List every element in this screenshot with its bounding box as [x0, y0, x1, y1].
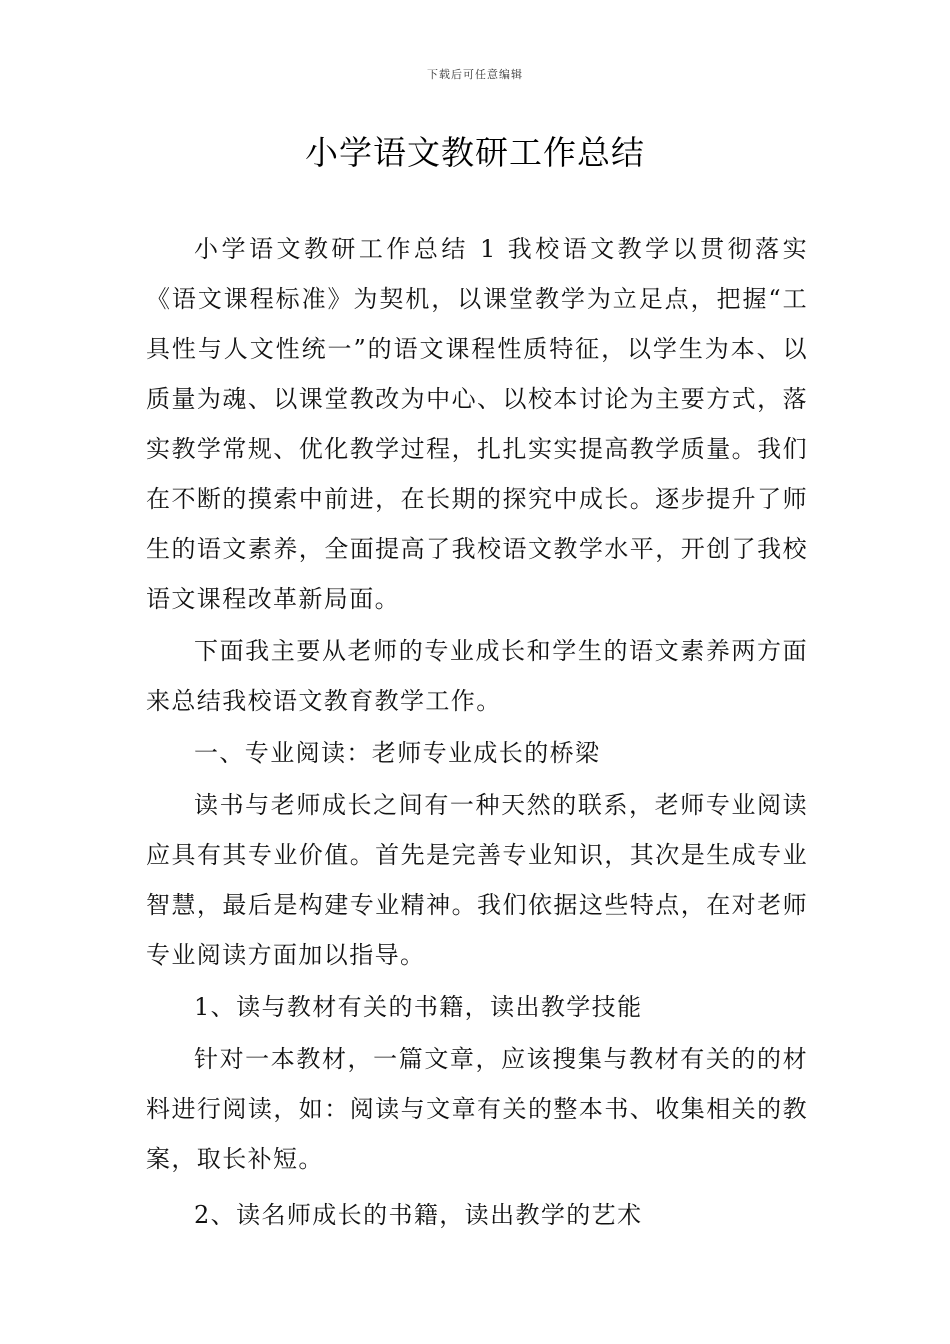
- paragraph-overview: 下面我主要从老师的专业成长和学生的语文素养两方面来总结我校语文教育教学工作。: [146, 637, 808, 715]
- document-body: [146, 224, 808, 1242]
- subheading-2: 2、读名师成长的书籍，读出教学的艺术: [194, 1201, 643, 1229]
- paragraph-textbook-reading: 针对一本教材，一篇文章，应该搜集与教材有关的的材料进行阅读，如：阅读与文章有关的整本书、收集相关的教案，取长补短。: [146, 1045, 808, 1173]
- paragraph-intro: 小学语文教研工作总结 1 我校语文教学以贯彻落实《语文课程标准》为契机，以课堂教学为立足点，把握“工具性与人文性统一”的语文课程性质特征，以学生为本、以质量为魂、以课堂教改为中心、以校本讨论为主要方式，落实教学常规、优化教学过程，扎扎实实提高教学质量。我们在不断的摸索中前进，在长期的探究中成长。逐步提升了师生的语文素养，全面提高了我校语文教学水平，开创了我校语文课程改革新局面。: [146, 235, 808, 613]
- section-heading-1: 一、专业阅读：老师专业成长的桥梁: [194, 739, 601, 767]
- paragraph-reading: 读书与老师成长之间有一种天然的联系，老师专业阅读应具有其专业价值。首先是完善专业知识，其次是生成专业智慧，最后是构建专业精神。我们依据这些特点，在对老师专业阅读方面加以指导。: [146, 791, 808, 969]
- header-note: 下载后可任意编辑: [427, 68, 523, 81]
- subheading-1: 1、读与教材有关的书籍，读出教学技能: [194, 993, 643, 1021]
- document-title: 小学语文教研工作总结: [305, 133, 645, 172]
